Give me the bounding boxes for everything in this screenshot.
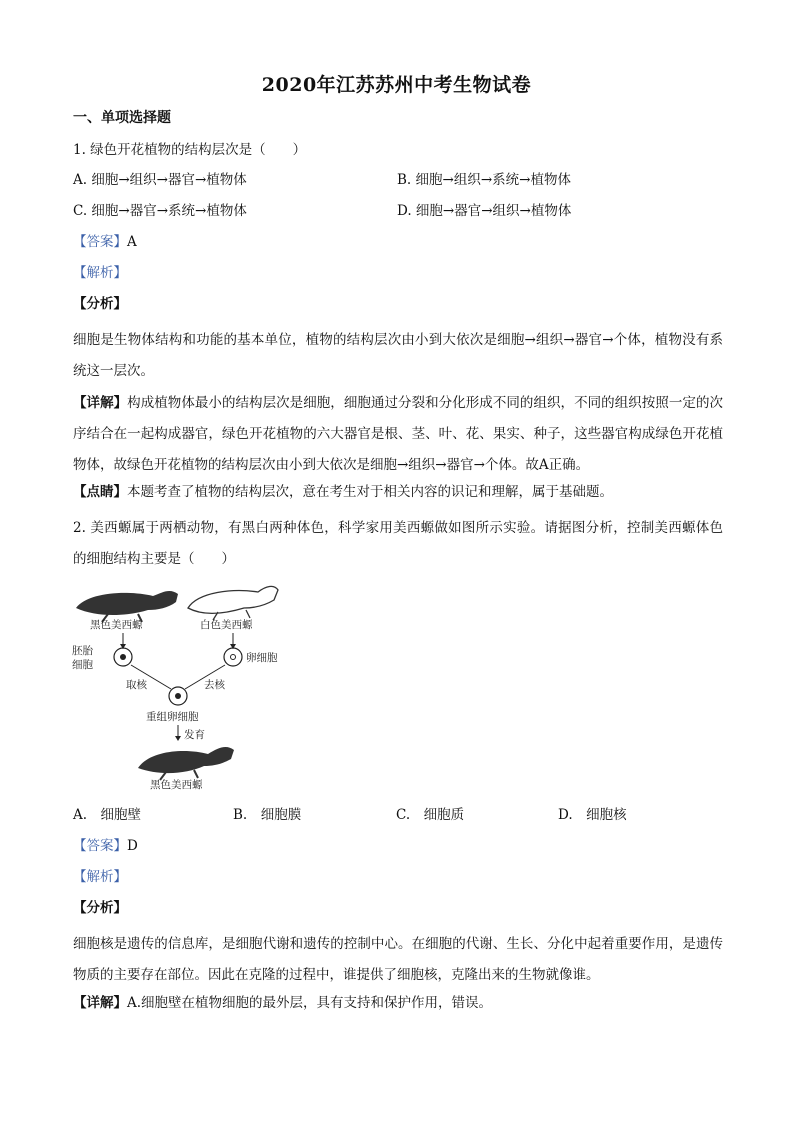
detail-tag: 【详解】 <box>73 995 127 1011</box>
detail-text: 构成植物体最小的结构层次是细胞，细胞通过分裂和分化形成不同的组织，不同的组织按照一定的次序结合在一起构成器官，绿色开花植物的六大器官是根、茎、叶、花、果实、种子，这些器官构成绿色开花植物体，故绿色开花植物的结构层次由小到大依次是细胞→组织→器官→个体。故A正确。 <box>73 395 724 473</box>
q1-answer <box>73 232 137 252</box>
q2-option-a: A. 细胞壁 <box>73 807 142 823</box>
q2-jiexi-tag: 【解析】 <box>73 869 127 885</box>
black-axolotl-image <box>76 591 178 622</box>
q1-fenxi-text: 细胞是生物体结构和功能的基本单位，植物的结构层次由小到大依次是细胞→组织→器官→个体，植物没有系统这一层次。 <box>73 332 723 379</box>
label-recombined: 重组卵细胞 <box>146 711 199 723</box>
answer-value: D <box>127 838 138 854</box>
axolotl-experiment-figure <box>68 578 298 793</box>
label-black: 黑色美西螈 <box>90 619 143 631</box>
q1-jiexi-tag: 【解析】 <box>73 265 127 281</box>
embryo-cell-icon <box>114 648 132 666</box>
label-result: 黑色美西螈 <box>150 779 203 791</box>
dianjing-text: 本题考查了植物的结构层次，意在考生对于相关内容的识记和理解，属于基础题。 <box>127 484 613 500</box>
q1-option-c: C. 细胞→器官→系统→植物体 <box>73 203 247 219</box>
label-embryo-cell: 胚胎 <box>72 645 93 657</box>
q2-detail <box>73 993 492 1013</box>
label-egg-cell: 卵细胞 <box>246 652 278 664</box>
q2-fenxi-text: 细胞核是遗传的信息库，是细胞代谢和遗传的控制中心。在细胞的代谢、生长、分化中起着重要作用，是遗传物质的主要存在部位。因此在克隆的过程中，谁提供了细胞核，克隆出来的生物就像谁。 <box>73 936 723 983</box>
detail-tag: 【详解】 <box>73 395 128 411</box>
section-heading: 一、单项选择题 <box>73 110 171 126</box>
dianjing-tag: 【点睛】 <box>73 484 127 500</box>
white-axolotl-image <box>188 586 278 620</box>
q2-option-d: D. 细胞核 <box>558 807 627 823</box>
q2-stem: 2. 美西螈属于两栖动物，有黑白两种体色，科学家用美西螈做如图所示实验。请据图分析，控制美西螈体色的细胞结构主要是（ ） <box>73 520 723 567</box>
label-remove-nucleus: 去核 <box>204 679 225 691</box>
label-develop: 发育 <box>184 729 205 741</box>
answer-value: A <box>127 234 137 250</box>
q1-fenxi-tag: 【分析】 <box>73 296 127 312</box>
label-take-nucleus: 取核 <box>126 679 147 691</box>
q1-option-d: D. 细胞→器官→组织→植物体 <box>397 203 572 219</box>
q1-detail <box>73 388 723 481</box>
label-white: 白色美西螈 <box>200 619 253 631</box>
answer-tag: 【答案】 <box>73 838 127 854</box>
q2-option-c: C. 细胞质 <box>396 807 465 823</box>
answer-tag: 【答案】 <box>73 234 127 250</box>
q2-answer <box>73 836 138 856</box>
q1-option-b: B. 细胞→组织→系统→植物体 <box>397 172 571 188</box>
q2-fenxi-tag: 【分析】 <box>73 900 127 916</box>
result-axolotl-image <box>138 747 234 780</box>
label-embryo-cell-2: 细胞 <box>72 659 93 671</box>
page-title: 2020年江苏苏州中考生物试卷 <box>261 74 532 96</box>
detail-text: A.细胞壁在植物细胞的最外层，具有支持和保护作用，错误。 <box>127 995 493 1011</box>
q2-option-b: B. 细胞膜 <box>233 807 302 823</box>
q1-stem: 1. 绿色开花植物的结构层次是（ ） <box>73 142 307 158</box>
recombined-cell-icon <box>169 687 187 705</box>
q1-option-a: A. 细胞→组织→器官→植物体 <box>73 172 247 188</box>
q1-dianjing <box>73 482 613 502</box>
egg-cell-icon <box>224 648 242 666</box>
